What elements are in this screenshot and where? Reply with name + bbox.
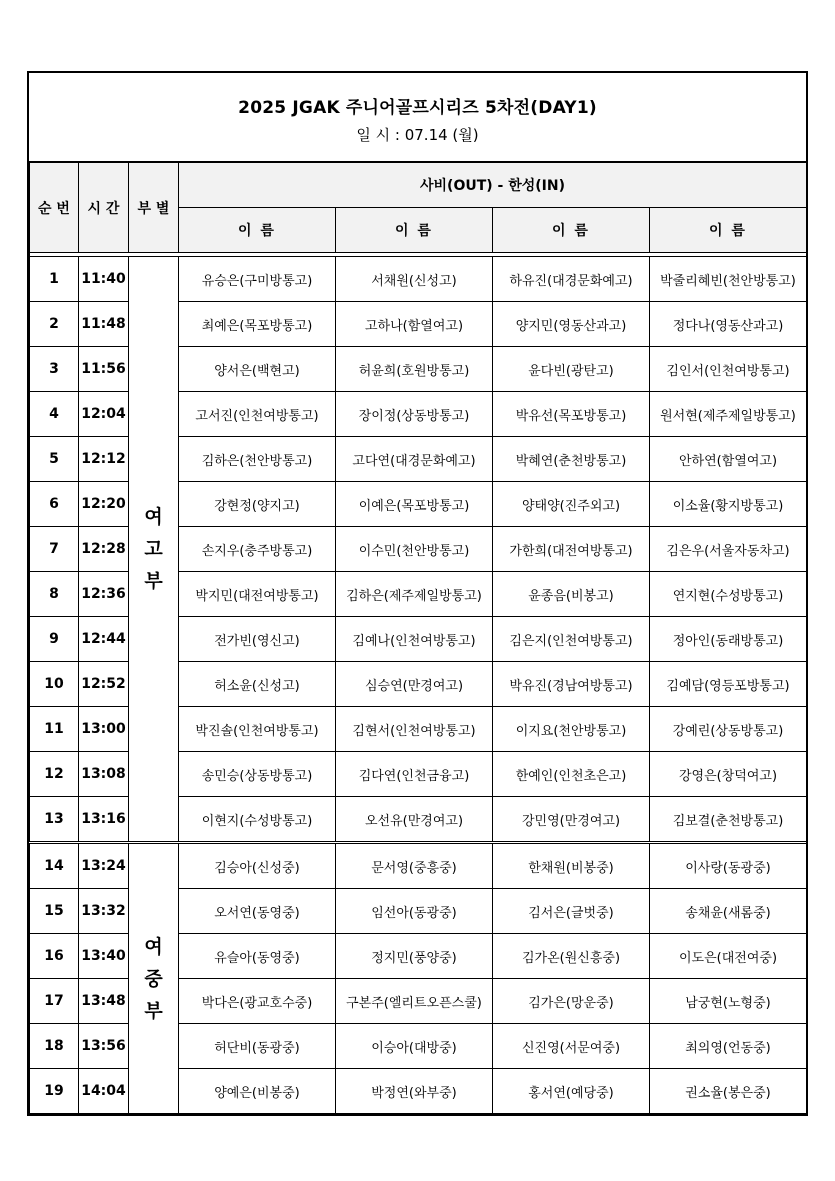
order-number: 1 — [30, 257, 79, 302]
tee-time: 13:08 — [79, 752, 129, 797]
division-label — [129, 843, 179, 1114]
player-name-1: 고서진(인천여방통고) — [179, 392, 336, 437]
player-name-2: 구본주(엘리트오픈스쿨) — [336, 979, 493, 1024]
player-name-3: 신진영(서문여중) — [493, 1024, 650, 1069]
player-name-2: 서채원(신성고) — [336, 257, 493, 302]
player-name-1: 손지우(충주방통고) — [179, 527, 336, 572]
order-number: 10 — [30, 662, 79, 707]
player-name-1: 전가빈(영신고) — [179, 617, 336, 662]
header-course: 사비(OUT) - 한성(IN) — [179, 163, 807, 208]
player-name-4: 김보결(춘천방통고) — [650, 797, 807, 843]
division-char: 부 — [144, 570, 163, 592]
player-name-2: 이예은(목포방통고) — [336, 482, 493, 527]
order-number: 13 — [30, 797, 79, 843]
player-name-3: 윤다빈(광탄고) — [493, 347, 650, 392]
player-name-3: 하유진(대경문화예고) — [493, 257, 650, 302]
tee-time: 13:24 — [79, 843, 129, 889]
player-name-1: 양서은(백현고) — [179, 347, 336, 392]
player-name-3: 박혜연(춘천방통고) — [493, 437, 650, 482]
tee-time: 13:32 — [79, 889, 129, 934]
player-name-4: 송채윤(새롬중) — [650, 889, 807, 934]
player-name-1: 최예은(목포방통고) — [179, 302, 336, 347]
order-number: 19 — [30, 1069, 79, 1114]
order-number: 7 — [30, 527, 79, 572]
division-char: 중 — [144, 967, 163, 990]
player-name-3: 양태양(진주외고) — [493, 482, 650, 527]
division-char: 고 — [144, 538, 163, 560]
table-row — [30, 843, 807, 889]
tee-time-table — [29, 162, 807, 1114]
header-name-4: 이 름 — [650, 208, 807, 253]
table-body — [30, 253, 807, 1114]
division-char: 부 — [144, 999, 163, 1022]
header-division: 부 별 — [129, 163, 179, 253]
player-name-3: 양지민(영동산과고) — [493, 302, 650, 347]
order-number: 5 — [30, 437, 79, 482]
player-name-4: 권소율(봉은중) — [650, 1069, 807, 1114]
player-name-2: 김하은(제주제일방통고) — [336, 572, 493, 617]
tee-time: 12:20 — [79, 482, 129, 527]
player-name-1: 이현지(수성방통고) — [179, 797, 336, 843]
player-name-3: 김가은(망운중) — [493, 979, 650, 1024]
player-name-3: 가한희(대전여방통고) — [493, 527, 650, 572]
order-number: 12 — [30, 752, 79, 797]
header-num: 순 번 — [30, 163, 79, 253]
player-name-1: 김승아(신성중) — [179, 843, 336, 889]
player-name-2: 고다연(대경문화예고) — [336, 437, 493, 482]
player-name-3: 한채원(비봉중) — [493, 843, 650, 889]
page-title: 2025 JGAK 주니어골프시리즈 5차전(DAY1) — [238, 98, 597, 118]
tee-time-sheet — [27, 71, 808, 1116]
player-name-4: 정아인(동래방통고) — [650, 617, 807, 662]
tee-time: 12:52 — [79, 662, 129, 707]
player-name-1: 유승은(구미방통고) — [179, 257, 336, 302]
table-row — [30, 257, 807, 302]
player-name-2: 심승연(만경여고) — [336, 662, 493, 707]
tee-time: 13:16 — [79, 797, 129, 843]
tee-time: 11:56 — [79, 347, 129, 392]
order-number: 4 — [30, 392, 79, 437]
player-name-3: 박유선(목포방통고) — [493, 392, 650, 437]
player-name-3: 박유진(경남여방통고) — [493, 662, 650, 707]
player-name-3: 김가온(원신흥중) — [493, 934, 650, 979]
player-name-2: 장이정(상동방통고) — [336, 392, 493, 437]
player-name-4: 안하연(함열여고) — [650, 437, 807, 482]
player-name-4: 김인서(인천여방통고) — [650, 347, 807, 392]
tee-time: 12:36 — [79, 572, 129, 617]
player-name-4: 이도은(대전여중) — [650, 934, 807, 979]
player-name-2: 김예나(인천여방통고) — [336, 617, 493, 662]
player-name-4: 박줄리혜빈(천안방통고) — [650, 257, 807, 302]
player-name-2: 문서영(중흥중) — [336, 843, 493, 889]
player-name-4: 원서현(제주제일방통고) — [650, 392, 807, 437]
player-name-1: 허단비(동광중) — [179, 1024, 336, 1069]
order-number: 16 — [30, 934, 79, 979]
player-name-1: 박지민(대전여방통고) — [179, 572, 336, 617]
division-char: 여 — [144, 506, 163, 528]
tee-time: 13:56 — [79, 1024, 129, 1069]
header-time: 시 간 — [79, 163, 129, 253]
player-name-1: 오서연(동영중) — [179, 889, 336, 934]
player-name-1: 허소윤(신성고) — [179, 662, 336, 707]
tee-time: 12:04 — [79, 392, 129, 437]
player-name-3: 김서은(글벗중) — [493, 889, 650, 934]
event-date: 일 시 : 07.14 (월) — [356, 126, 479, 144]
tee-time: 13:48 — [79, 979, 129, 1024]
tee-time: 13:40 — [79, 934, 129, 979]
player-name-4: 김은우(서울자동차고) — [650, 527, 807, 572]
player-name-3: 이지요(천안방통고) — [493, 707, 650, 752]
player-name-2: 임선아(동광중) — [336, 889, 493, 934]
order-number: 3 — [30, 347, 79, 392]
player-name-4: 최의영(언동중) — [650, 1024, 807, 1069]
player-name-4: 강예린(상동방통고) — [650, 707, 807, 752]
tee-time: 12:12 — [79, 437, 129, 482]
player-name-3: 강민영(만경여고) — [493, 797, 650, 843]
tee-time: 12:28 — [79, 527, 129, 572]
player-name-1: 김하은(천안방통고) — [179, 437, 336, 482]
player-name-2: 오선유(만경여고) — [336, 797, 493, 843]
order-number: 14 — [30, 843, 79, 889]
tee-time: 13:00 — [79, 707, 129, 752]
player-name-1: 박다은(광교호수중) — [179, 979, 336, 1024]
division-char: 여 — [144, 935, 163, 958]
player-name-4: 이사랑(동광중) — [650, 843, 807, 889]
division-label — [129, 257, 179, 843]
player-name-2: 이승아(대방중) — [336, 1024, 493, 1069]
player-name-1: 양예은(비봉중) — [179, 1069, 336, 1114]
order-number: 17 — [30, 979, 79, 1024]
player-name-3: 윤종음(비봉고) — [493, 572, 650, 617]
player-name-4: 정다나(영동산과고) — [650, 302, 807, 347]
player-name-4: 강영은(창덕여고) — [650, 752, 807, 797]
player-name-4: 김예담(영등포방통고) — [650, 662, 807, 707]
player-name-4: 연지현(수성방통고) — [650, 572, 807, 617]
tee-time: 14:04 — [79, 1069, 129, 1114]
order-number: 11 — [30, 707, 79, 752]
player-name-4: 이소율(황지방통고) — [650, 482, 807, 527]
header-name-3: 이 름 — [493, 208, 650, 253]
player-name-2: 고하나(함열여고) — [336, 302, 493, 347]
order-number: 8 — [30, 572, 79, 617]
order-number: 15 — [30, 889, 79, 934]
player-name-3: 홍서연(예당중) — [493, 1069, 650, 1114]
order-number: 6 — [30, 482, 79, 527]
player-name-2: 김현서(인천여방통고) — [336, 707, 493, 752]
player-name-3: 김은지(인천여방통고) — [493, 617, 650, 662]
player-name-1: 송민승(상동방통고) — [179, 752, 336, 797]
header-name-1: 이 름 — [179, 208, 336, 253]
order-number: 9 — [30, 617, 79, 662]
player-name-2: 김다연(인천금융고) — [336, 752, 493, 797]
player-name-1: 강현정(양지고) — [179, 482, 336, 527]
title-block — [29, 73, 806, 162]
order-number: 2 — [30, 302, 79, 347]
player-name-3: 한예인(인천초은고) — [493, 752, 650, 797]
tee-time: 11:48 — [79, 302, 129, 347]
player-name-4: 남궁현(노형중) — [650, 979, 807, 1024]
player-name-1: 박진솔(인천여방통고) — [179, 707, 336, 752]
tee-time: 11:40 — [79, 257, 129, 302]
order-number: 18 — [30, 1024, 79, 1069]
player-name-2: 박정연(와부중) — [336, 1069, 493, 1114]
player-name-2: 정지민(풍양중) — [336, 934, 493, 979]
tee-time: 12:44 — [79, 617, 129, 662]
player-name-1: 유슬아(동영중) — [179, 934, 336, 979]
player-name-2: 이수민(천안방통고) — [336, 527, 493, 572]
header-name-2: 이 름 — [336, 208, 493, 253]
player-name-2: 허윤희(호원방통고) — [336, 347, 493, 392]
